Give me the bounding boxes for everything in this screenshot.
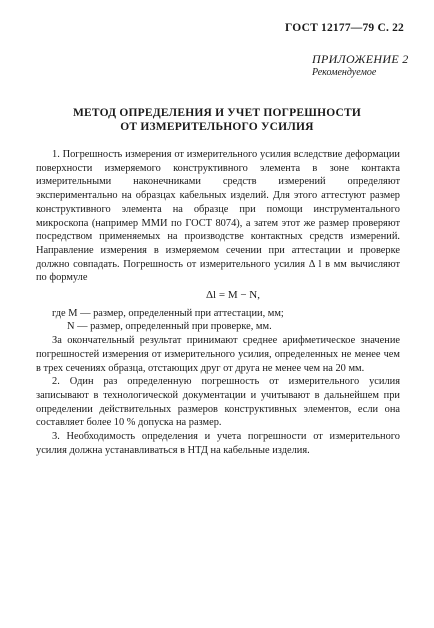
formula: Δl = M − N, <box>205 289 260 302</box>
paragraph-final-result: За окончательный результат принимают среднее арифметическое значение погрешностей измерения от измерительного усилия, определенных не менее чем в трех сечениях образца, отстающих друг от друга не менее чем на 20 мм. <box>36 335 400 374</box>
paragraph-3: 3. Необходимость определения и учета погрешности от измерительного усилия должна устанавливаться в НТД на кабельные изделия. <box>36 431 400 456</box>
document-body <box>36 148 400 457</box>
definition-m: где M — размер, определенный при аттестации, мм; <box>52 307 284 319</box>
definition-n: N — размер, определенный при проверке, мм. <box>67 321 272 333</box>
appendix-label <box>312 53 422 79</box>
appendix-title: ПРИЛОЖЕНИЕ 2 <box>312 52 409 66</box>
paragraph-2: 2. Один раз определенную погрешность от измерительного усилия записывают в технологической документации и учитывают в дальнейшем при определении действительных размеров конструктивных элементов, если она составляет более 10 % допуска на размер. <box>36 376 400 429</box>
appendix-subtitle: Рекомендуемое <box>312 67 377 78</box>
section-title <box>0 107 434 134</box>
section-title-line-1: МЕТОД ОПРЕДЕЛЕНИЯ И УЧЕТ ПОГРЕШНОСТИ <box>72 107 362 119</box>
section-title-line-2: ОТ ИЗМЕРИТЕЛЬНОГО УСИЛИЯ <box>120 120 314 133</box>
page-header: ГОСТ 12177—79 С. 22 <box>285 22 404 34</box>
paragraph-1: 1. Погрешность измерения от измерительного усилия вследствие деформации поверхности измеряемого конструктивного элемента в зоне контакта измерительными наконечниками средств измерений определяют экспериментально на образцах кабельных изделий. Для этого аттестуют размер конструктивного элемента на образце при помощи инструментального микроскопа (например ММИ по ГОСТ 8074), а затем этот же размер проверяют посредством применяемых на производстве контактных средств измерений. Направление измерения в измеряемом сечении при аттестации и проверке должно совпадать. Погрешность от измерительного усилия Δ l в мм вычисляют по формуле <box>36 149 400 284</box>
